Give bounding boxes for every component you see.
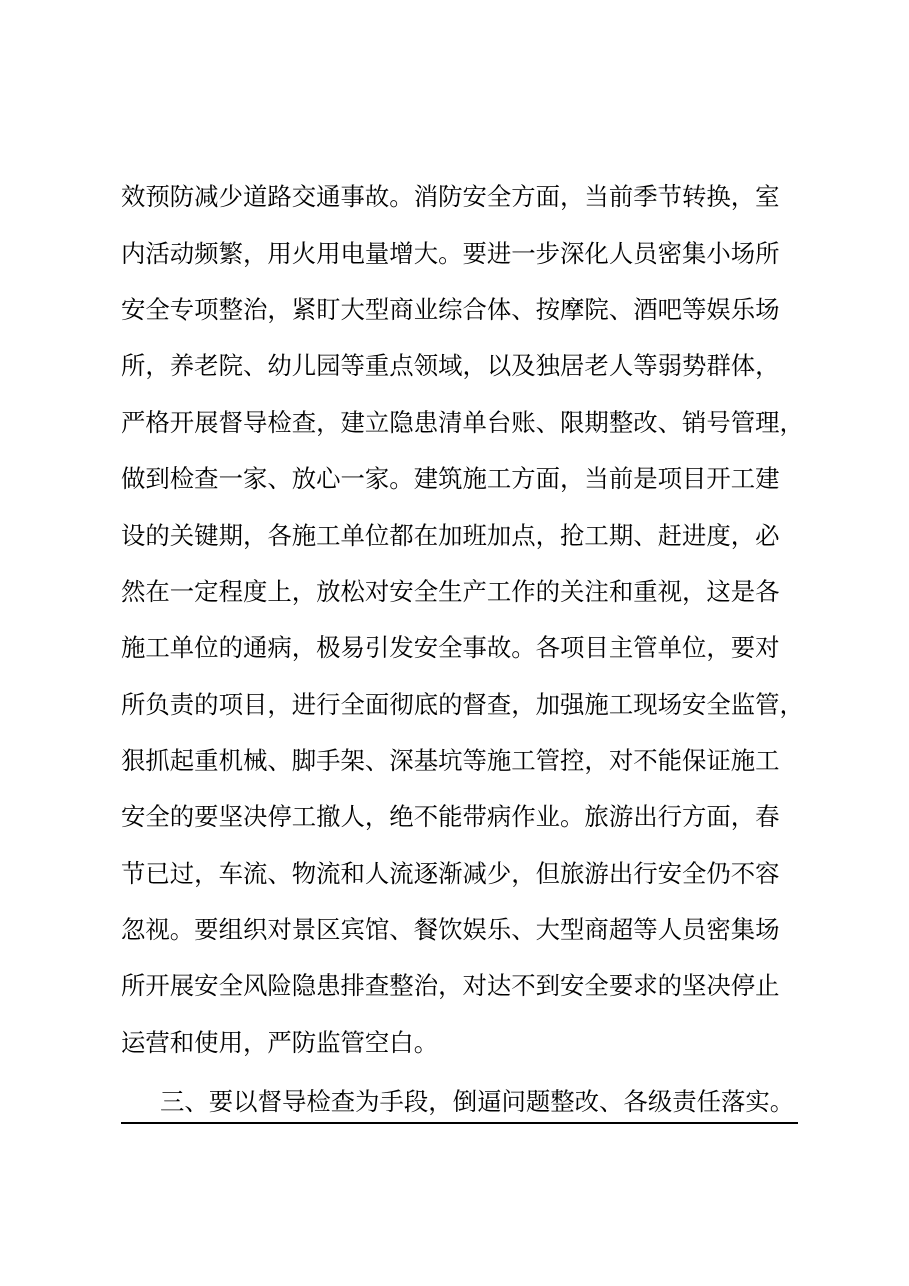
body-text-line: 所开展安全风险隐患排查整治，对达不到安全要求的坚决停止 (121, 971, 780, 1000)
body-text-line: 安全的要坚决停工撤人，绝不能带病作业。旅游出行方面，春 (121, 802, 780, 831)
body-text-line: 效预防减少道路交通事故。消防安全方面，当前季节转换，室 (121, 182, 780, 211)
body-text-line: 设的关键期，各施工单位都在加班加点，抢工期、赶进度，必 (121, 521, 780, 550)
body-text-line: 忽视。要组织对景区宾馆、餐饮娱乐、大型商超等人员密集场 (121, 915, 780, 944)
body-text-line: 内活动频繁，用火用电量增大。要进一步深化人员密集小场所 (121, 239, 780, 268)
body-text-line: 运营和使用，严防监管空白。 (121, 1028, 439, 1057)
body-text-line: 所，养老院、幼儿园等重点领域，以及独居老人等弱势群体， (121, 351, 780, 380)
body-text-line: 所负责的项目，进行全面彻底的督查，加强施工现场安全监管， (121, 690, 804, 719)
body-text-line: 严格开展督导检查，建立隐患清单台账、限期整改、销号管理， (121, 408, 804, 437)
body-text-line: 做到检查一家、放心一家。建筑施工方面，当前是项目开工建 (121, 464, 780, 493)
body-text-line: 狠抓起重机械、脚手架、深基坑等施工管控，对不能保证施工 (121, 746, 780, 775)
body-text-line: 节已过，车流、物流和人流逐渐减少，但旅游出行安全仍不容 (121, 859, 780, 888)
body-text-line: 然在一定程度上，放松对安全生产工作的关注和重视，这是各 (121, 577, 780, 606)
body-text-line: 施工单位的通病，极易引发安全事故。各项目主管单位，要对 (121, 633, 780, 662)
body-text-line: 安全专项整治，紧盯大型商业综合体、按摩院、酒吧等娱乐场 (121, 295, 780, 324)
section-heading: 三、要以督导检查为手段，倒逼问题整改、各级责任落实。 (160, 1087, 795, 1116)
footer-rule (121, 1122, 798, 1124)
